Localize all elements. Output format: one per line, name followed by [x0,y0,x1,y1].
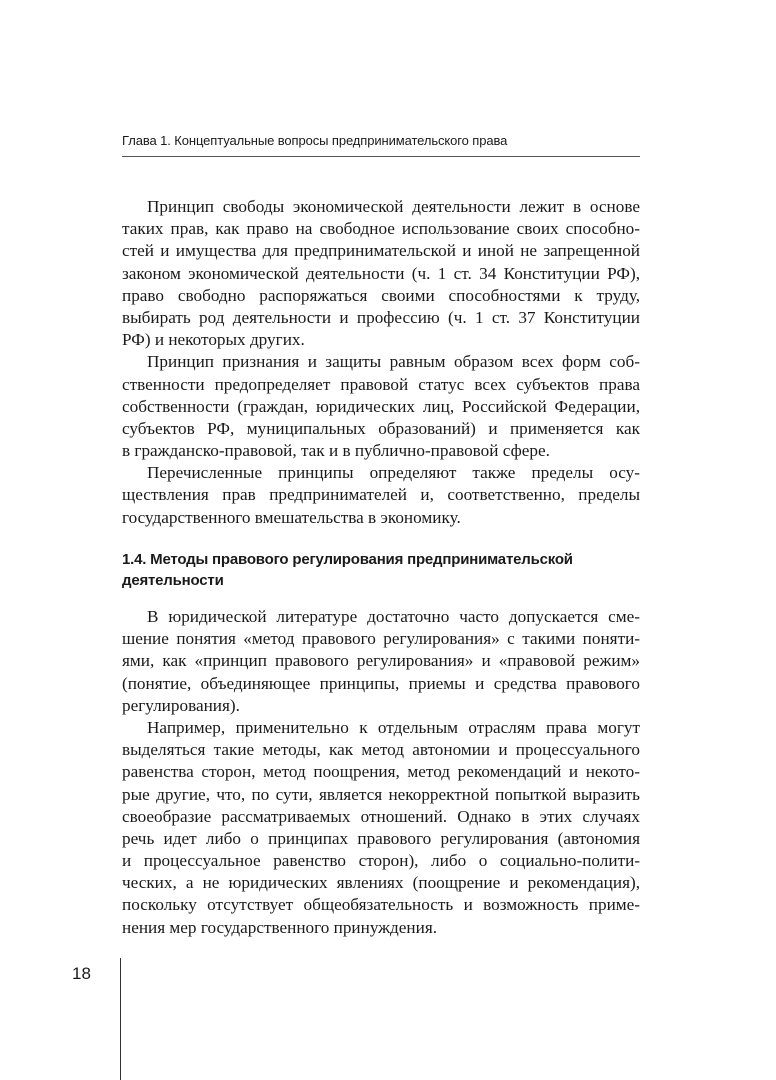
paragraph-line: законом экономической деятельности (ч. 1 ст. 34 Конституции РФ), [122,263,640,283]
page-number: 18 [72,964,91,983]
body-text-block-2 [122,606,640,939]
section-heading-line: деятельности [122,572,224,589]
paragraph-line: ственности предопределяет правовой статус всех субъектов права [122,374,640,394]
paragraph-line: выделяться такие методы, как метод автономии и процессуального [122,740,640,760]
paragraph-line: (понятие, объединяющее принципы, приемы и средства правового [122,673,640,693]
paragraph-line: в гражданско-правовой, так и в публично-правовой сфере. [122,441,550,461]
paragraph-line: ями, как «принцип правового регулирования» и «правовой режим» [122,651,640,671]
paragraph-line: стей и имущества для предпринимательской и иной не запрещенной [122,241,640,261]
paragraph-line: выбирать род деятельности и профессию (ч. 1 ст. 37 Конституции [122,307,640,327]
paragraph-line: ществления прав предпринимателей и, соответственно, пределы [122,485,640,505]
paragraph-line: Принцип признания и защиты равным образом всех форм соб- [147,352,640,372]
paragraph-line: поскольку отсутствует общеобязательность и возможность приме- [122,895,640,915]
body-text-block-1 [122,196,640,529]
paragraph-line: регулирования). [122,695,240,715]
paragraph-line: рые другие, что, по сути, является некорректной попыткой выразить [122,784,640,804]
paragraph-line: государственного вмешательства в экономику. [122,507,461,527]
running-header: Глава 1. Концептуальные вопросы предпринимательского права [122,133,508,148]
paragraph-line: Перечисленные принципы определяют также пределы осу- [147,463,640,483]
paragraph-line: субъектов РФ, муниципальных образований) и применяется как [122,418,640,438]
paragraph-line: В юридической литературе достаточно часто допускается сме- [147,607,640,626]
margin-rule [120,958,121,1080]
header-divider [122,156,640,157]
paragraph-line: Принцип свободы экономической деятельности лежит в основе [147,197,640,216]
section-heading [122,549,640,591]
paragraph-line: Например, применительно к отдельным отраслям права могут [147,717,640,737]
paragraph-line: право свободно распоряжаться своими способностями к труду, [122,285,640,305]
section-heading-line: 1.4. Методы правового регулирования предпринимательской [122,551,573,568]
paragraph-line: собственности (граждан, юридических лиц, Российской Федерации, [122,396,640,416]
paragraph-line: и процессуальное равенство сторон), либо о социально-полити- [122,851,640,871]
paragraph-line: ческих, а не юридических явлениях (поощрение и рекомендация), [122,873,640,893]
paragraph-line: таких прав, как право на свободное использование своих способно- [122,219,640,239]
paragraph-line: шение понятия «метод правового регулирования» с такими поняти- [122,629,640,649]
paragraph-line: своеобразие рассматриваемых отношений. Однако в этих случаях [122,806,640,826]
paragraph-line: РФ) и некоторых других. [122,330,305,350]
paragraph-line: нения мер государственного принуждения. [122,917,438,937]
paragraph-line: равенства сторон, метод поощрения, метод рекомендаций и некото- [122,762,640,782]
paragraph-line: речь идет либо о принципах правового регулирования (автономия [122,828,640,848]
